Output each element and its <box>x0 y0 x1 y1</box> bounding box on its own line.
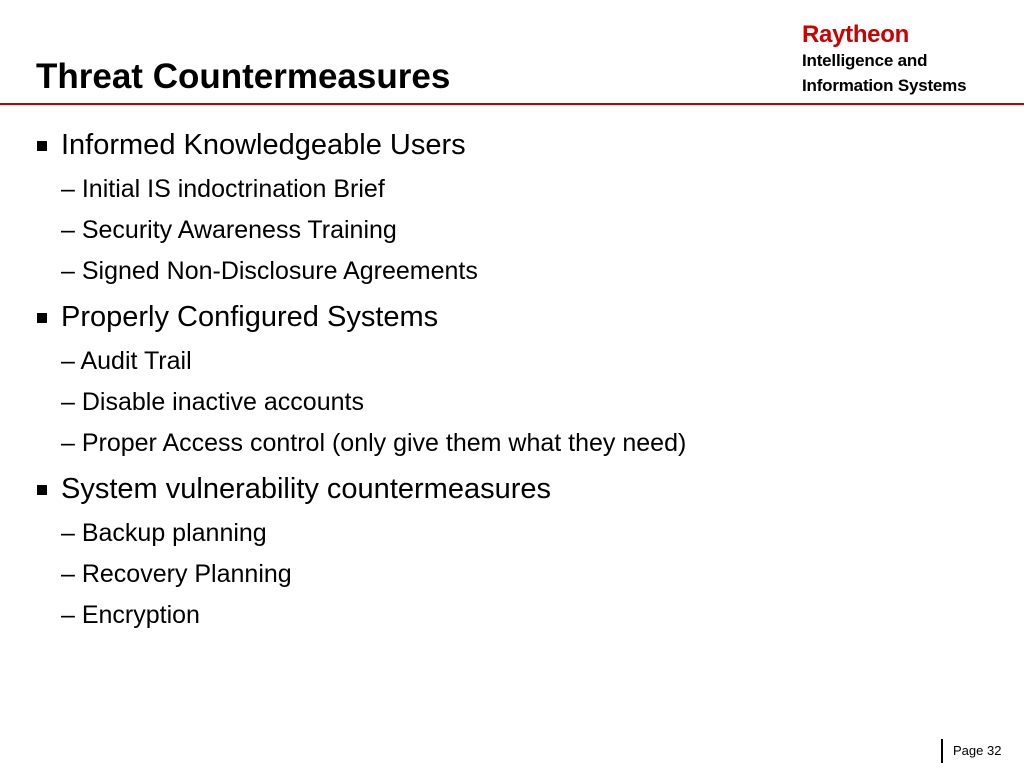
square-bullet-icon <box>37 485 47 495</box>
bullet-text: System vulnerability countermeasures <box>61 473 551 505</box>
sub-bullet-item: – Encryption <box>61 601 200 629</box>
sub-bullet-item: – Backup planning <box>61 519 267 547</box>
square-bullet-icon <box>37 141 47 151</box>
logo-division-line2: Information Systems <box>802 76 967 95</box>
slide-title: Threat Countermeasures <box>36 57 451 96</box>
bullet-text: Properly Configured Systems <box>61 301 439 333</box>
sub-bullet-item: – Initial IS indoctrination Brief <box>61 175 385 203</box>
sub-bullet-item: – Signed Non-Disclosure Agreements <box>61 257 478 285</box>
sub-bullet-item: – Proper Access control (only give them what they need) <box>61 429 687 457</box>
sub-bullet-item: – Disable inactive accounts <box>61 388 364 416</box>
footer-divider <box>941 739 943 763</box>
logo-division-line1: Intelligence and <box>802 51 928 70</box>
bullet-text: Informed Knowledgeable Users <box>61 129 466 161</box>
sub-bullet-item: – Security Awareness Training <box>61 216 397 244</box>
page-number: Page 32 <box>953 743 1002 758</box>
sub-bullet-item: – Recovery Planning <box>61 560 292 588</box>
logo-brand: Raytheon <box>802 21 909 48</box>
sub-bullet-item: – Audit Trail <box>61 347 192 375</box>
square-bullet-icon <box>37 313 47 323</box>
